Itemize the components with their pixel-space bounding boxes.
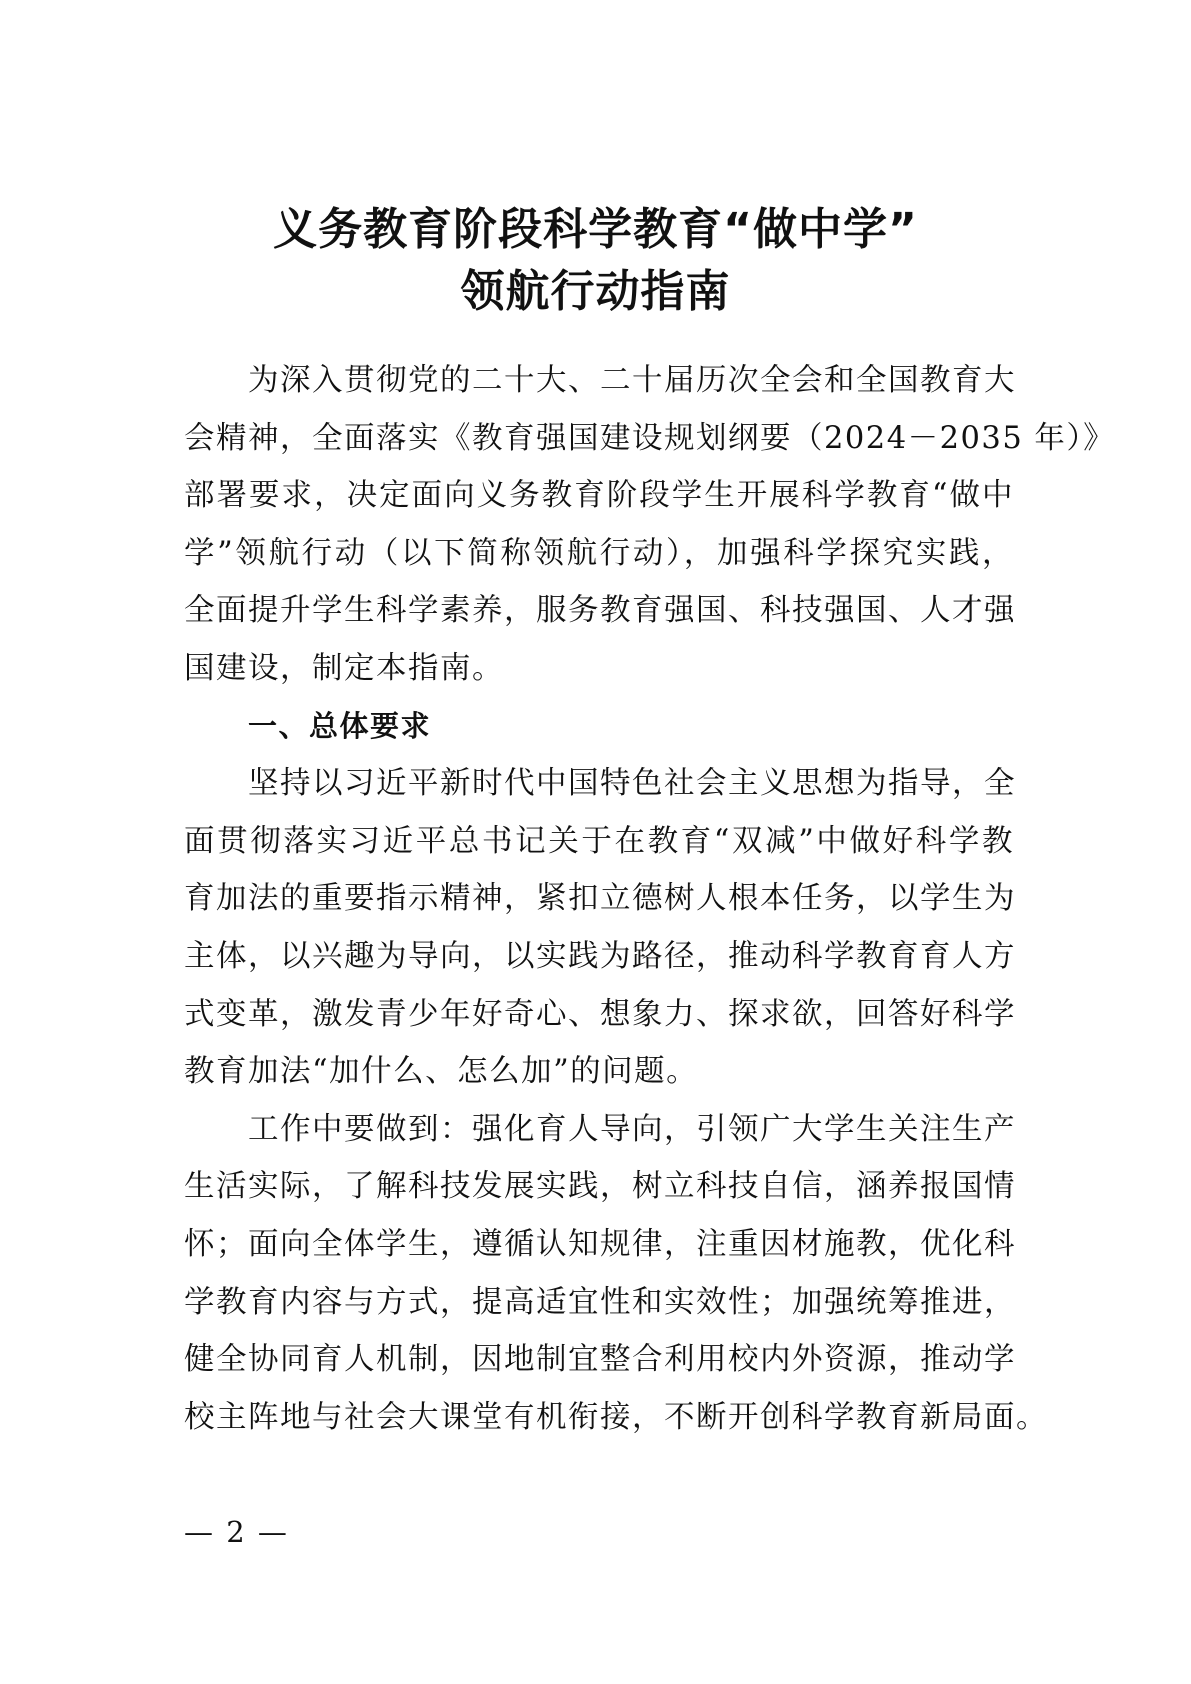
document-body [184, 352, 1116, 1446]
intro-line: 学”领航行动（以下简称领航行动），加强科学探究实践， [184, 535, 1014, 571]
paragraph-line: 健全协同育人机制，因地制宜整合利用校内外资源，推动学 [184, 1342, 1016, 1378]
intro-line: 为深入贯彻党的二十大、二十届历次全会和全国教育大 [248, 363, 1016, 398]
paragraph-line: 教育加法“加什么、怎么加”的问题。 [184, 1054, 699, 1090]
page-number: — 2 — [184, 1515, 289, 1549]
section-heading: 一、总体要求 [248, 708, 432, 743]
document-title-line-2: 领航行动指南 [460, 266, 731, 317]
paragraph-line: 主体，以兴趣为导向，以实践为路径，推动科学教育育人方 [184, 938, 1016, 974]
paragraph-line: 生活实际，了解科技发展实践，树立科技自信，涵养报国情 [184, 1169, 1016, 1205]
intro-line: 会精神，全面落实《教育强国建设规划纲要（2024－2035 年）》 [184, 420, 1116, 456]
paragraph-line: 坚持以习近平新时代中国特色社会主义思想为指导，全 [248, 766, 1016, 802]
document-title-line-1: 义务教育阶段科学教育“做中学” [273, 204, 918, 255]
paragraph-line: 怀；面向全体学生，遵循认知规律，注重因材施教，优化科 [184, 1226, 1016, 1262]
intro-line: 部署要求，决定面向义务教育阶段学生开展科学教育“做中 [184, 478, 1014, 514]
intro-line: 全面提升学生科学素养，服务教育强国、科技强国、人才强 [184, 593, 1016, 629]
paragraph-line: 面贯彻落实习近平总书记关于在教育“双减”中做好科学教 [184, 823, 1014, 859]
paragraph-line: 学教育内容与方式，提高适宜性和实效性；加强统筹推进， [184, 1284, 1016, 1320]
paragraph-line: 工作中要做到：强化育人导向，引领广大学生关注生产 [248, 1111, 1016, 1147]
paragraph-line: 校主阵地与社会大课堂有机衔接，不断开创科学教育新局面。 [184, 1399, 1048, 1435]
paragraph-line: 育加法的重要指示精神，紧扣立德树人根本任务，以学生为 [184, 881, 1016, 917]
paragraph-line: 式变革，激发青少年好奇心、想象力、探求欲，回答好科学 [184, 996, 1016, 1032]
intro-line: 国建设，制定本指南。 [184, 650, 504, 686]
